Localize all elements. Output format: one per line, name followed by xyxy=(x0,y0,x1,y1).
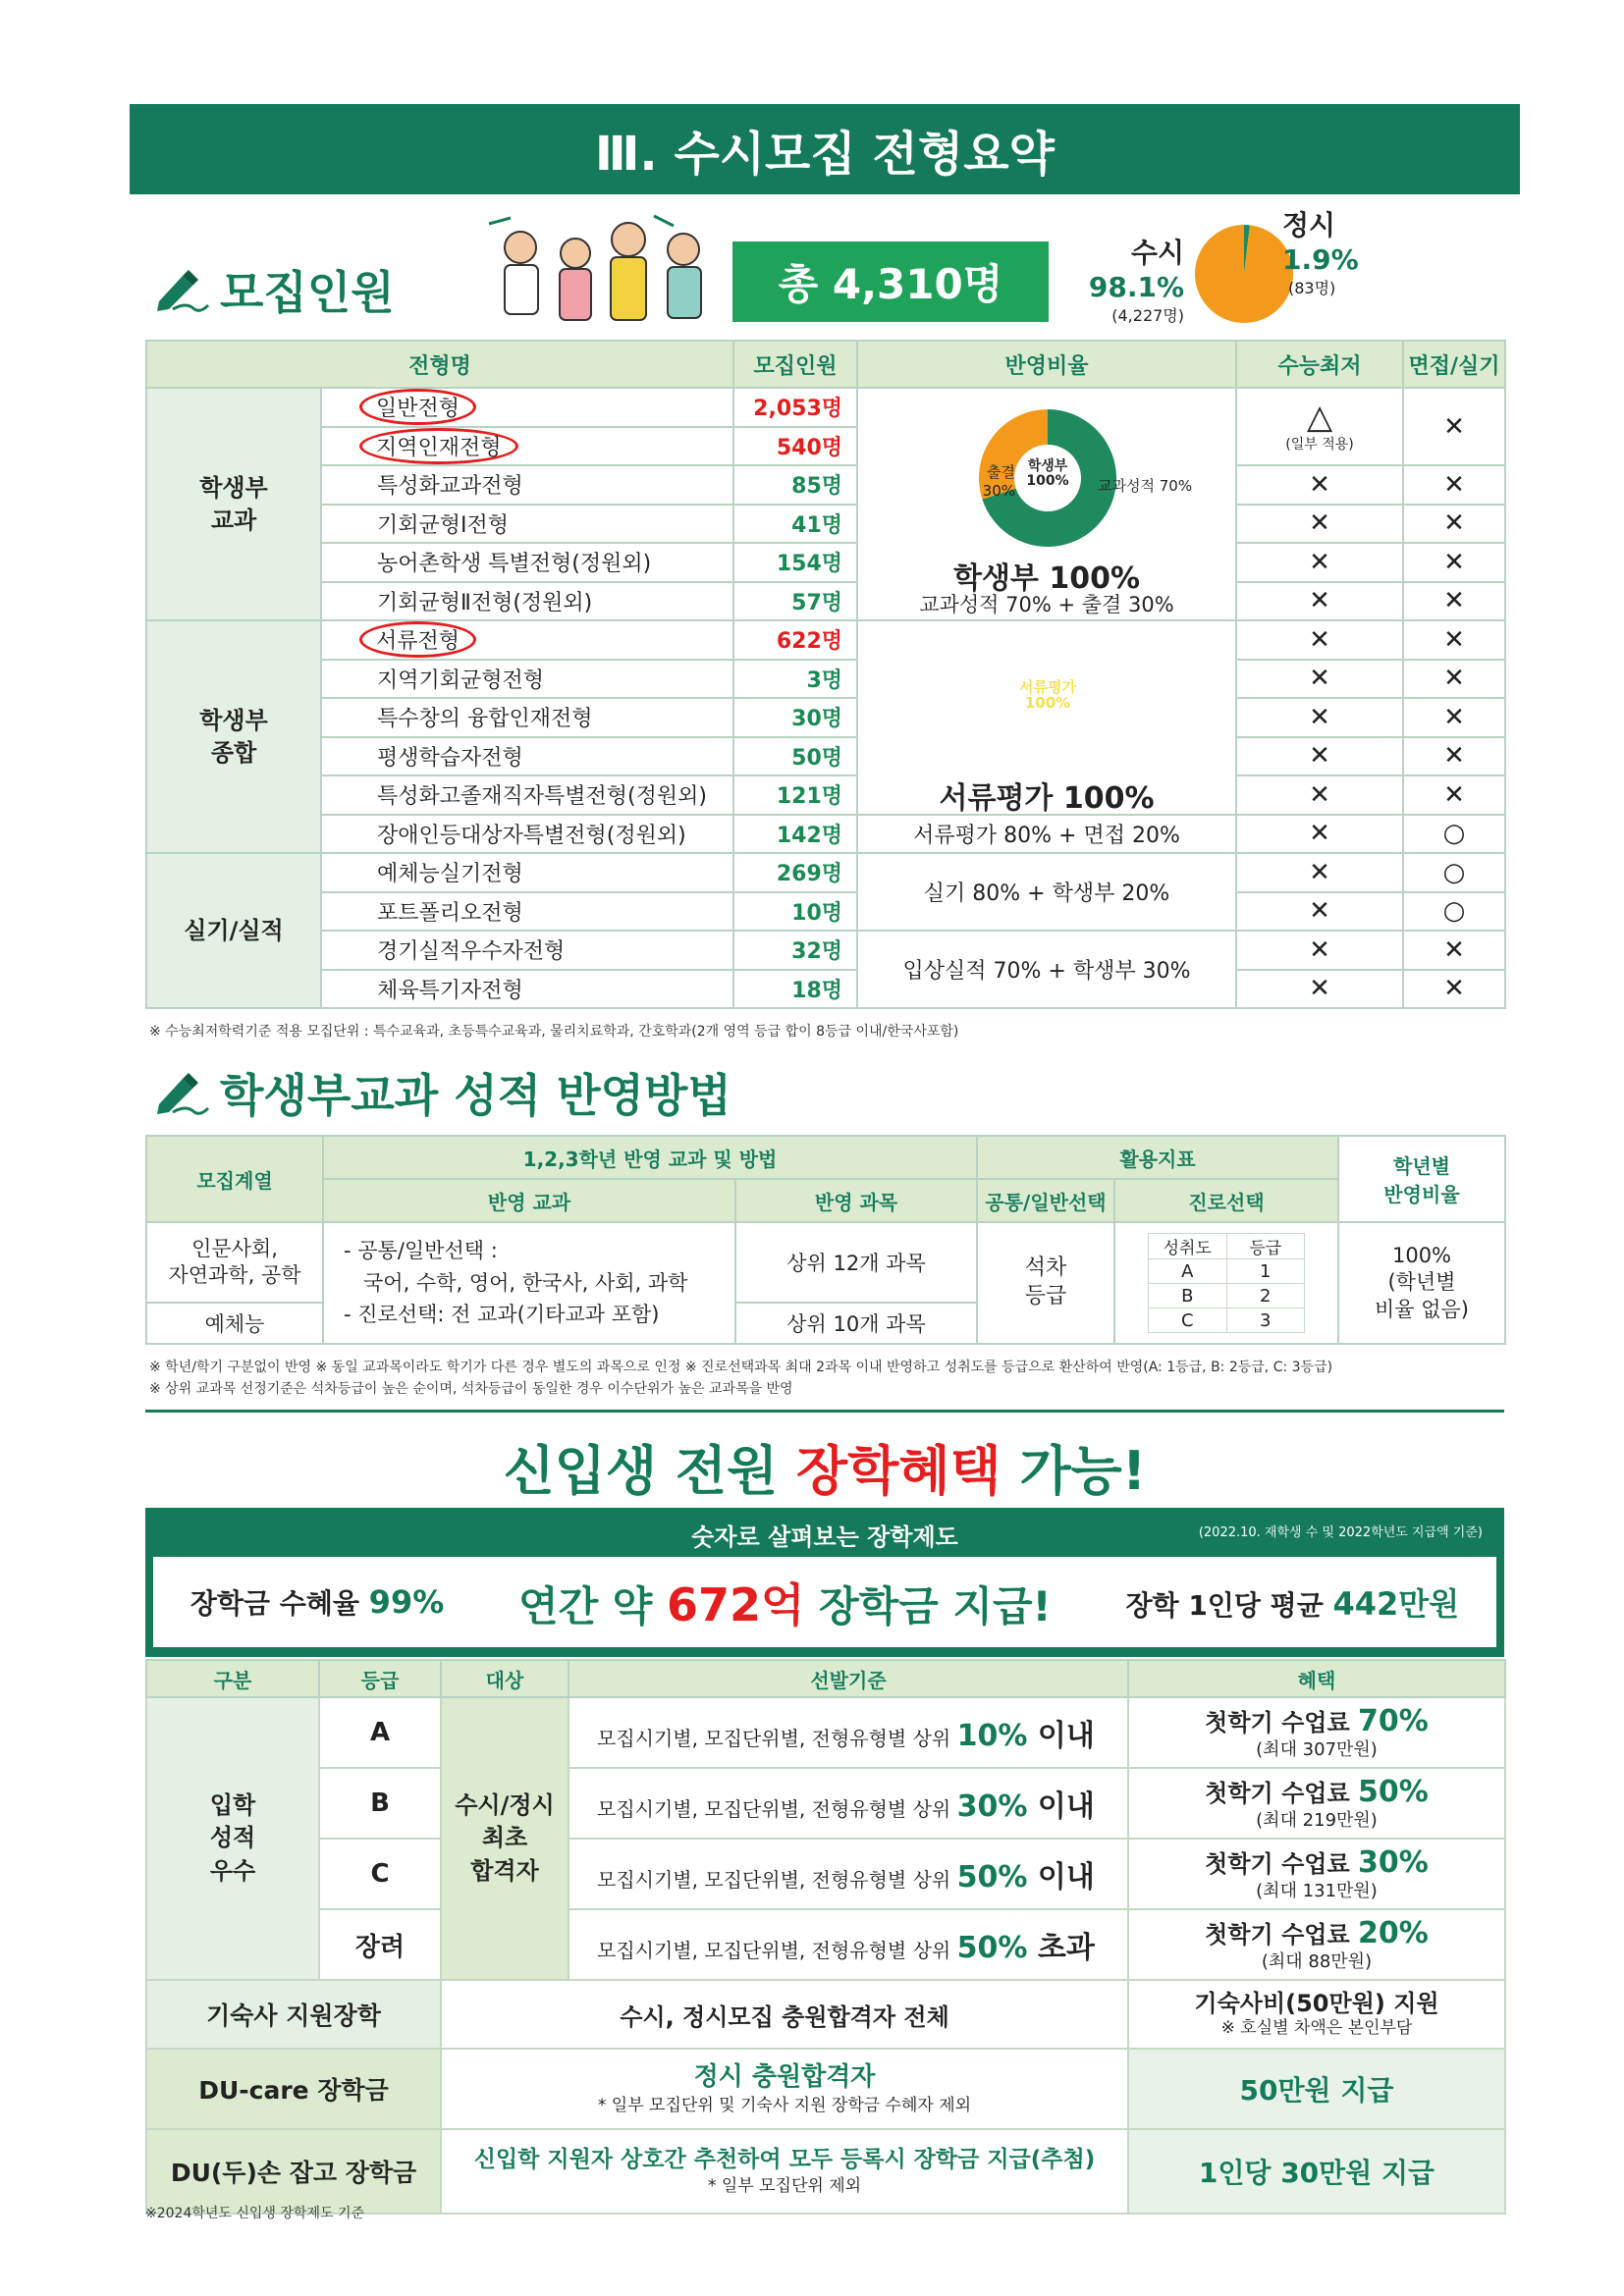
row-count: 50명 xyxy=(733,737,857,776)
duhand-label: DU(두)손 잡고 장학금 xyxy=(146,2129,441,2214)
sch-criteria-prefix: 모집시기별, 모집단위별, 전형유형별 상위 xyxy=(597,1727,957,1750)
grading-courses-2: 상위 10개 과목 xyxy=(735,1303,977,1344)
jonghap-pie-label: 서류평가 100% xyxy=(1019,677,1076,713)
x-mark: ✕ xyxy=(1236,970,1403,1009)
sch-criteria xyxy=(568,1839,1128,1909)
row-count: 2,053명 xyxy=(733,388,857,427)
career-header-grade: 등급 xyxy=(1226,1234,1305,1259)
row-count: 121명 xyxy=(733,775,857,815)
sch-criteria xyxy=(568,1697,1128,1768)
duhand-target xyxy=(441,2129,1128,2214)
gyogwa-ratio-title: 학생부 100% xyxy=(952,561,1141,596)
donut-grade-label: 교과성적 70% xyxy=(1098,476,1193,495)
row-name: 포트폴리오전형 xyxy=(321,892,733,932)
duhand-benefit: 1인당 30만원 지급 xyxy=(1128,2129,1505,2214)
grading-group-2: 예체능 xyxy=(146,1303,323,1344)
x-mark: ✕ xyxy=(1403,970,1505,1009)
o-mark: ○ xyxy=(1403,815,1505,854)
recruit-header-csat: 수능최저 xyxy=(1236,341,1403,388)
sch-grade: 장려 xyxy=(319,1909,441,1980)
row-name-text: 지역인재전형 xyxy=(359,428,518,464)
headline-red: 장학혜택 xyxy=(796,1440,1001,1502)
sch-criteria-pct: 50% xyxy=(956,1860,1028,1895)
silgi-ratio-2: 입상실적 70% + 학생부 30% xyxy=(857,931,1236,1008)
grading-header-row-1 xyxy=(146,1136,1505,1179)
jonghap-ratio-sub: 서류평가 80% + 면접 20% xyxy=(857,815,1236,854)
donut-attend-label: 출결 30% xyxy=(982,462,1016,500)
row-name: 기회균형Ⅰ전형 xyxy=(321,505,733,544)
sch-header-grade: 등급 xyxy=(319,1660,441,1697)
table-row xyxy=(146,775,1505,815)
sch-benefit-pct: 70% xyxy=(1358,1704,1429,1739)
subjects-line-1: - 공통/일반선택 : xyxy=(344,1239,498,1263)
row-name xyxy=(321,388,733,427)
sch-criteria-suffix: 이내 xyxy=(1027,1789,1095,1824)
headline-part-1: 신입생 전원 xyxy=(503,1440,796,1502)
sch-benefit-a: 첫학기 수업료 xyxy=(1205,1709,1358,1737)
sch-criteria-suffix: 이내 xyxy=(1027,1719,1095,1753)
gyogwa-ratio-sub: 교과성적 70% + 출결 30% xyxy=(919,592,1174,616)
table-row xyxy=(146,1839,1505,1909)
sch-criteria-pct: 50% xyxy=(956,1931,1028,1965)
career-cell: A xyxy=(1149,1259,1227,1284)
dorm-target: 수시, 정시모집 충원합격자 전체 xyxy=(441,1980,1128,2049)
grading-common-value: 석차 등급 xyxy=(977,1222,1114,1344)
grading-section-header xyxy=(153,1060,731,1125)
table-row xyxy=(146,892,1505,932)
grading-courses-1: 상위 12개 과목 xyxy=(735,1222,977,1303)
row-name: 장애인등대상자특별전형(정원외) xyxy=(321,815,733,854)
recruit-total: 총 4,310명 xyxy=(778,260,1003,308)
susi-pct: 98.1% xyxy=(1088,271,1184,303)
sch-criteria-prefix: 모집시기별, 모집단위별, 전형유형별 상위 xyxy=(597,1797,957,1821)
group-silgi: 실기/실적 xyxy=(146,853,321,1008)
table-row xyxy=(146,970,1505,1009)
stat-average xyxy=(1125,1579,1459,1625)
x-mark: ✕ xyxy=(1236,931,1403,970)
grading-header-group: 모집계열 xyxy=(146,1136,323,1222)
row-name: 체육특기자전형 xyxy=(321,970,733,1009)
sch-benefit-pct: 30% xyxy=(1358,1845,1429,1881)
sch-benefit xyxy=(1128,1839,1505,1909)
table-row xyxy=(146,660,1505,699)
ducare-label: DU-care 장학금 xyxy=(146,2049,441,2129)
stat-annual xyxy=(518,1570,1052,1634)
sch-header-category: 구분 xyxy=(146,1660,319,1697)
grading-group-1: 인문사회, 자연과학, 공학 xyxy=(146,1222,323,1303)
table-row xyxy=(146,582,1505,621)
jeongsi-count: (83명) xyxy=(1288,279,1336,297)
sch-criteria-pct: 30% xyxy=(956,1789,1028,1824)
table-row xyxy=(146,2129,1505,2214)
grading-header-year-ratio: 학년별 반영비율 xyxy=(1338,1136,1505,1222)
banner-title: Ⅲ. 수시모집 전형요약 xyxy=(595,126,1055,182)
x-mark: ✕ xyxy=(1403,620,1505,660)
table-row xyxy=(146,388,1505,427)
career-cell: B xyxy=(1149,1284,1227,1308)
grading-header-indicator: 활용지표 xyxy=(977,1136,1338,1179)
x-mark: ✕ xyxy=(1403,698,1505,737)
row-count: 57명 xyxy=(733,582,857,621)
stat-average-value: 442만원 xyxy=(1332,1585,1460,1623)
recruit-header-ratio: 반영비율 xyxy=(857,341,1236,388)
x-mark: ✕ xyxy=(1403,505,1505,544)
table-row xyxy=(146,698,1505,737)
sch-benefit-b: (최대 131만원) xyxy=(1256,1881,1378,1902)
susi-label: 수시 xyxy=(1130,237,1184,269)
recruit-note: ※ 수능최저학력기준 적용 모집단위 : 특수교육과, 초등특수교육과, 물리치료학과, 간호학과(2개 영역 등급 합이 8등급 이내/한국사포함) xyxy=(149,1024,959,1040)
grading-header-common: 공통/일반선택 xyxy=(977,1179,1114,1222)
triangle-icon: △ xyxy=(1306,397,1333,437)
sch-criteria-suffix: 이내 xyxy=(1027,1860,1095,1895)
students-illustration xyxy=(481,210,727,332)
sch-criteria-pct: 10% xyxy=(956,1719,1028,1753)
career-cell: 1 xyxy=(1226,1259,1305,1284)
recruit-section-title: 모집인원 xyxy=(220,266,395,319)
recruit-table xyxy=(145,340,1506,1009)
table-row xyxy=(146,853,1505,892)
x-mark: ✕ xyxy=(1236,698,1403,737)
sch-grade: A xyxy=(319,1697,441,1768)
table-row xyxy=(146,620,1505,660)
x-mark: ✕ xyxy=(1403,931,1505,970)
recruit-total-box xyxy=(732,241,1049,322)
x-mark: ✕ xyxy=(1236,815,1403,854)
donut-center-label: 학생부 100% xyxy=(1026,457,1069,489)
sch-header-criteria: 선발기준 xyxy=(568,1660,1128,1697)
grading-ratio-value: 100% (학년별 비율 없음) xyxy=(1338,1222,1505,1344)
table-row xyxy=(146,1222,1505,1303)
sch-header-target: 대상 xyxy=(441,1660,568,1697)
stat-annual-a: 연간 약 xyxy=(518,1582,667,1630)
table-row xyxy=(146,1697,1505,1768)
sch-benefit-pct: 50% xyxy=(1358,1775,1429,1810)
row-name: 특수창의 융합인재전형 xyxy=(321,698,733,737)
grading-subjects-cell xyxy=(323,1222,735,1344)
career-cell: 3 xyxy=(1226,1308,1305,1333)
csat-triangle-cell xyxy=(1236,388,1403,465)
row-name: 평생학습자전형 xyxy=(321,737,733,776)
row-count: 142명 xyxy=(733,815,857,854)
scholarship-stats-inner xyxy=(153,1557,1496,1647)
subjects-line-2: 국어, 수학, 영어, 한국사, 사회, 과학 xyxy=(363,1270,688,1295)
sch-benefit-a: 첫학기 수업료 xyxy=(1205,1780,1358,1808)
x-mark: ✕ xyxy=(1403,388,1505,465)
sch-benefit xyxy=(1128,1909,1505,1980)
grading-header-courses: 반영 과목 xyxy=(735,1179,977,1222)
table-row xyxy=(146,505,1505,544)
table-row xyxy=(146,2049,1505,2129)
table-row xyxy=(146,931,1505,970)
sch-benefit-a: 첫학기 수업료 xyxy=(1205,1921,1358,1949)
grading-section-title: 학생부교과 성적 반영방법 xyxy=(220,1069,731,1122)
duhand-target-a: 신입학 지원자 상호간 추천하여 모두 등록시 장학금 지급(추첨) xyxy=(473,2147,1096,2172)
row-name-text: 서류전형 xyxy=(359,621,476,658)
recruit-header-name: 전형명 xyxy=(146,341,733,388)
x-mark: ✕ xyxy=(1403,660,1505,699)
career-cell: 2 xyxy=(1226,1284,1305,1308)
row-count: 41명 xyxy=(733,505,857,544)
scholarship-headline xyxy=(130,1429,1520,1505)
triangle-note: (일부 적용) xyxy=(1285,436,1354,453)
grading-note-2: ※ 상위 교과목 선정기준은 석차등급이 높은 순이며, 석차등급이 동일한 경우 이수단위가 높은 교과목을 반영 xyxy=(149,1381,793,1397)
stat-annual-amount: 672억 xyxy=(666,1578,805,1631)
row-count: 32명 xyxy=(733,931,857,970)
sch-criteria-prefix: 모집시기별, 모집단위별, 전형유형별 상위 xyxy=(597,1868,957,1892)
page-banner xyxy=(130,104,1520,194)
x-mark: ✕ xyxy=(1236,620,1403,660)
sch-criteria-prefix: 모집시기별, 모집단위별, 전형유형별 상위 xyxy=(597,1939,957,1962)
sch-target: 수시/정시 최초 합격자 xyxy=(441,1697,568,1980)
table-row xyxy=(146,1768,1505,1839)
sch-entry-label: 입학 성적 우수 xyxy=(146,1697,319,1980)
row-name: 특성화교과전형 xyxy=(321,465,733,505)
grading-table xyxy=(145,1135,1506,1345)
row-count: 18명 xyxy=(733,970,857,1009)
x-mark: ✕ xyxy=(1236,505,1403,544)
table-row xyxy=(146,465,1505,505)
scholarship-sub: 숫자로 살펴보는 장학제도 xyxy=(691,1523,958,1551)
row-count: 30명 xyxy=(733,698,857,737)
recruit-header-interview: 면접/실기 xyxy=(1403,341,1505,388)
table-row xyxy=(146,543,1505,582)
sch-grade: C xyxy=(319,1839,441,1909)
x-mark: ✕ xyxy=(1403,582,1505,621)
scholarship-stats-box xyxy=(145,1508,1504,1657)
sch-benefit-b: (최대 88만원) xyxy=(1261,1951,1373,1973)
jonghap-ratio-cell xyxy=(857,620,1236,815)
table-row xyxy=(146,737,1505,776)
sch-header-benefit: 혜택 xyxy=(1128,1660,1505,1697)
sch-criteria xyxy=(568,1909,1128,1980)
scholarship-footnote: ※2024학년도 신입생 장학제도 기준 xyxy=(145,2206,364,2221)
grading-career-cell xyxy=(1114,1222,1338,1344)
ducare-target-b: * 일부 모집단위 및 기숙사 지원 장학금 수혜자 제외 xyxy=(597,2096,972,2116)
grading-header-subjects: 반영 교과 xyxy=(323,1179,735,1222)
career-grade-table xyxy=(1148,1233,1305,1333)
recruit-section-header xyxy=(153,257,395,322)
row-name: 지역기회균형전형 xyxy=(321,660,733,699)
stat-average-label: 장학 1인당 평균 xyxy=(1125,1589,1333,1622)
row-count: 85명 xyxy=(733,465,857,505)
susi-legend xyxy=(1086,232,1184,326)
stat-annual-c: 장학금 지급! xyxy=(804,1582,1052,1630)
x-mark: ✕ xyxy=(1236,465,1403,505)
ducare-target-a: 정시 충원합격자 xyxy=(693,2061,876,2092)
dorm-benefit-a: 기숙사비(50만원) 지원 xyxy=(1194,1990,1439,2018)
x-mark: ✕ xyxy=(1236,853,1403,892)
sch-benefit-pct: 20% xyxy=(1358,1916,1429,1951)
group-gyogwa: 학생부 교과 xyxy=(146,388,321,620)
row-name: 기회균형Ⅱ전형(정원외) xyxy=(321,582,733,621)
row-name-text: 일반전형 xyxy=(359,389,476,425)
x-mark: ✕ xyxy=(1403,465,1505,505)
row-name: 경기실적우수자전형 xyxy=(321,931,733,970)
jeongsi-pct: 1.9% xyxy=(1282,243,1359,276)
sch-benefit-b: (최대 307만원) xyxy=(1256,1739,1378,1761)
row-count: 622명 xyxy=(733,620,857,660)
susi-jeongsi-pie xyxy=(1192,222,1296,326)
ducare-benefit: 50만원 지급 xyxy=(1128,2049,1505,2129)
row-count: 10명 xyxy=(733,892,857,932)
row-count: 540명 xyxy=(733,427,857,466)
jonghap-ratio-title: 서류평가 100% xyxy=(939,780,1155,816)
gyogwa-ratio-cell xyxy=(857,388,1236,620)
x-mark: ✕ xyxy=(1236,892,1403,932)
x-mark: ✕ xyxy=(1403,775,1505,815)
row-name: 특성화고졸재직자특별전형(정원외) xyxy=(321,775,733,815)
dorm-benefit-b: ※ 호실별 차액은 본인부담 xyxy=(1220,2018,1413,2039)
grading-header-years: 1,2,3학년 반영 교과 및 방법 xyxy=(323,1136,977,1179)
pencil-icon xyxy=(153,266,210,313)
table-row xyxy=(146,1909,1505,1980)
sch-grade: B xyxy=(319,1768,441,1839)
stat-rate xyxy=(190,1582,444,1622)
row-count: 269명 xyxy=(733,853,857,892)
section-divider xyxy=(145,1410,1504,1413)
sch-criteria-suffix: 초과 xyxy=(1027,1931,1095,1965)
x-mark: ✕ xyxy=(1403,737,1505,776)
jeongsi-label: 정시 xyxy=(1282,209,1336,241)
o-mark: ○ xyxy=(1403,853,1505,892)
x-mark: ✕ xyxy=(1403,543,1505,582)
sch-benefit xyxy=(1128,1768,1505,1839)
dorm-benefit xyxy=(1128,1980,1505,2049)
scholarship-standard: (2022.10. 재학생 수 및 2022학년도 지급액 기준) xyxy=(1198,1525,1483,1540)
career-header-achievement: 성취도 xyxy=(1149,1234,1227,1259)
x-mark: ✕ xyxy=(1236,775,1403,815)
sch-benefit xyxy=(1128,1697,1505,1768)
scholarship-header-row xyxy=(146,1660,1505,1697)
duhand-target-b: * 일부 모집단위 제외 xyxy=(707,2176,862,2197)
sch-benefit-a: 첫학기 수업료 xyxy=(1205,1850,1358,1879)
susi-count: (4,227명) xyxy=(1111,306,1184,325)
grading-note-1: ※ 학년/학기 구분없이 반영 ※ 동일 교과목이라도 학기가 다른 경우 별도의 과목으로 인정 ※ 진로선택과목 최대 2과목 이내 반영하고 성취도를 등급으로 환산하여 반영(A: 1등급, B: 2등급, C: 3등급) xyxy=(149,1360,1333,1375)
jeongsi-legend xyxy=(1282,204,1371,298)
row-name: 예체능실기전형 xyxy=(321,853,733,892)
grading-header-row-2 xyxy=(146,1179,1505,1222)
subjects-line-3: - 진로선택: 전 교과(기타교과 포함) xyxy=(344,1303,660,1327)
pencil-icon xyxy=(153,1069,210,1116)
table-row xyxy=(146,815,1505,854)
silgi-ratio-1: 실기 80% + 학생부 20% xyxy=(857,853,1236,931)
scholarship-table xyxy=(145,1659,1506,2215)
table-row xyxy=(146,1980,1505,2049)
sch-benefit-b: (최대 219만원) xyxy=(1256,1810,1378,1832)
pie-slice-susi xyxy=(1195,225,1293,323)
row-count: 3명 xyxy=(733,660,857,699)
row-name xyxy=(321,620,733,660)
dorm-label: 기숙사 지원장학 xyxy=(146,1980,441,2049)
o-mark: ○ xyxy=(1403,892,1505,932)
row-name: 농어촌학생 특별전형(정원외) xyxy=(321,543,733,582)
stat-rate-value: 99% xyxy=(368,1583,445,1621)
career-cell: C xyxy=(1149,1308,1227,1333)
row-count: 154명 xyxy=(733,543,857,582)
headline-part-2: 가능! xyxy=(1001,1440,1147,1502)
x-mark: ✕ xyxy=(1236,737,1403,776)
row-name xyxy=(321,427,733,466)
x-mark: ✕ xyxy=(1236,543,1403,582)
ducare-target xyxy=(441,2049,1128,2129)
recruit-header-count: 모집인원 xyxy=(733,341,857,388)
recruit-header-row xyxy=(146,341,1505,388)
x-mark: ✕ xyxy=(1236,582,1403,621)
group-jonghap: 학생부 종합 xyxy=(146,620,321,853)
sch-criteria xyxy=(568,1768,1128,1839)
stat-rate-label: 장학금 수혜율 xyxy=(189,1587,369,1620)
x-mark: ✕ xyxy=(1236,660,1403,699)
grading-header-career: 진로선택 xyxy=(1114,1179,1338,1222)
